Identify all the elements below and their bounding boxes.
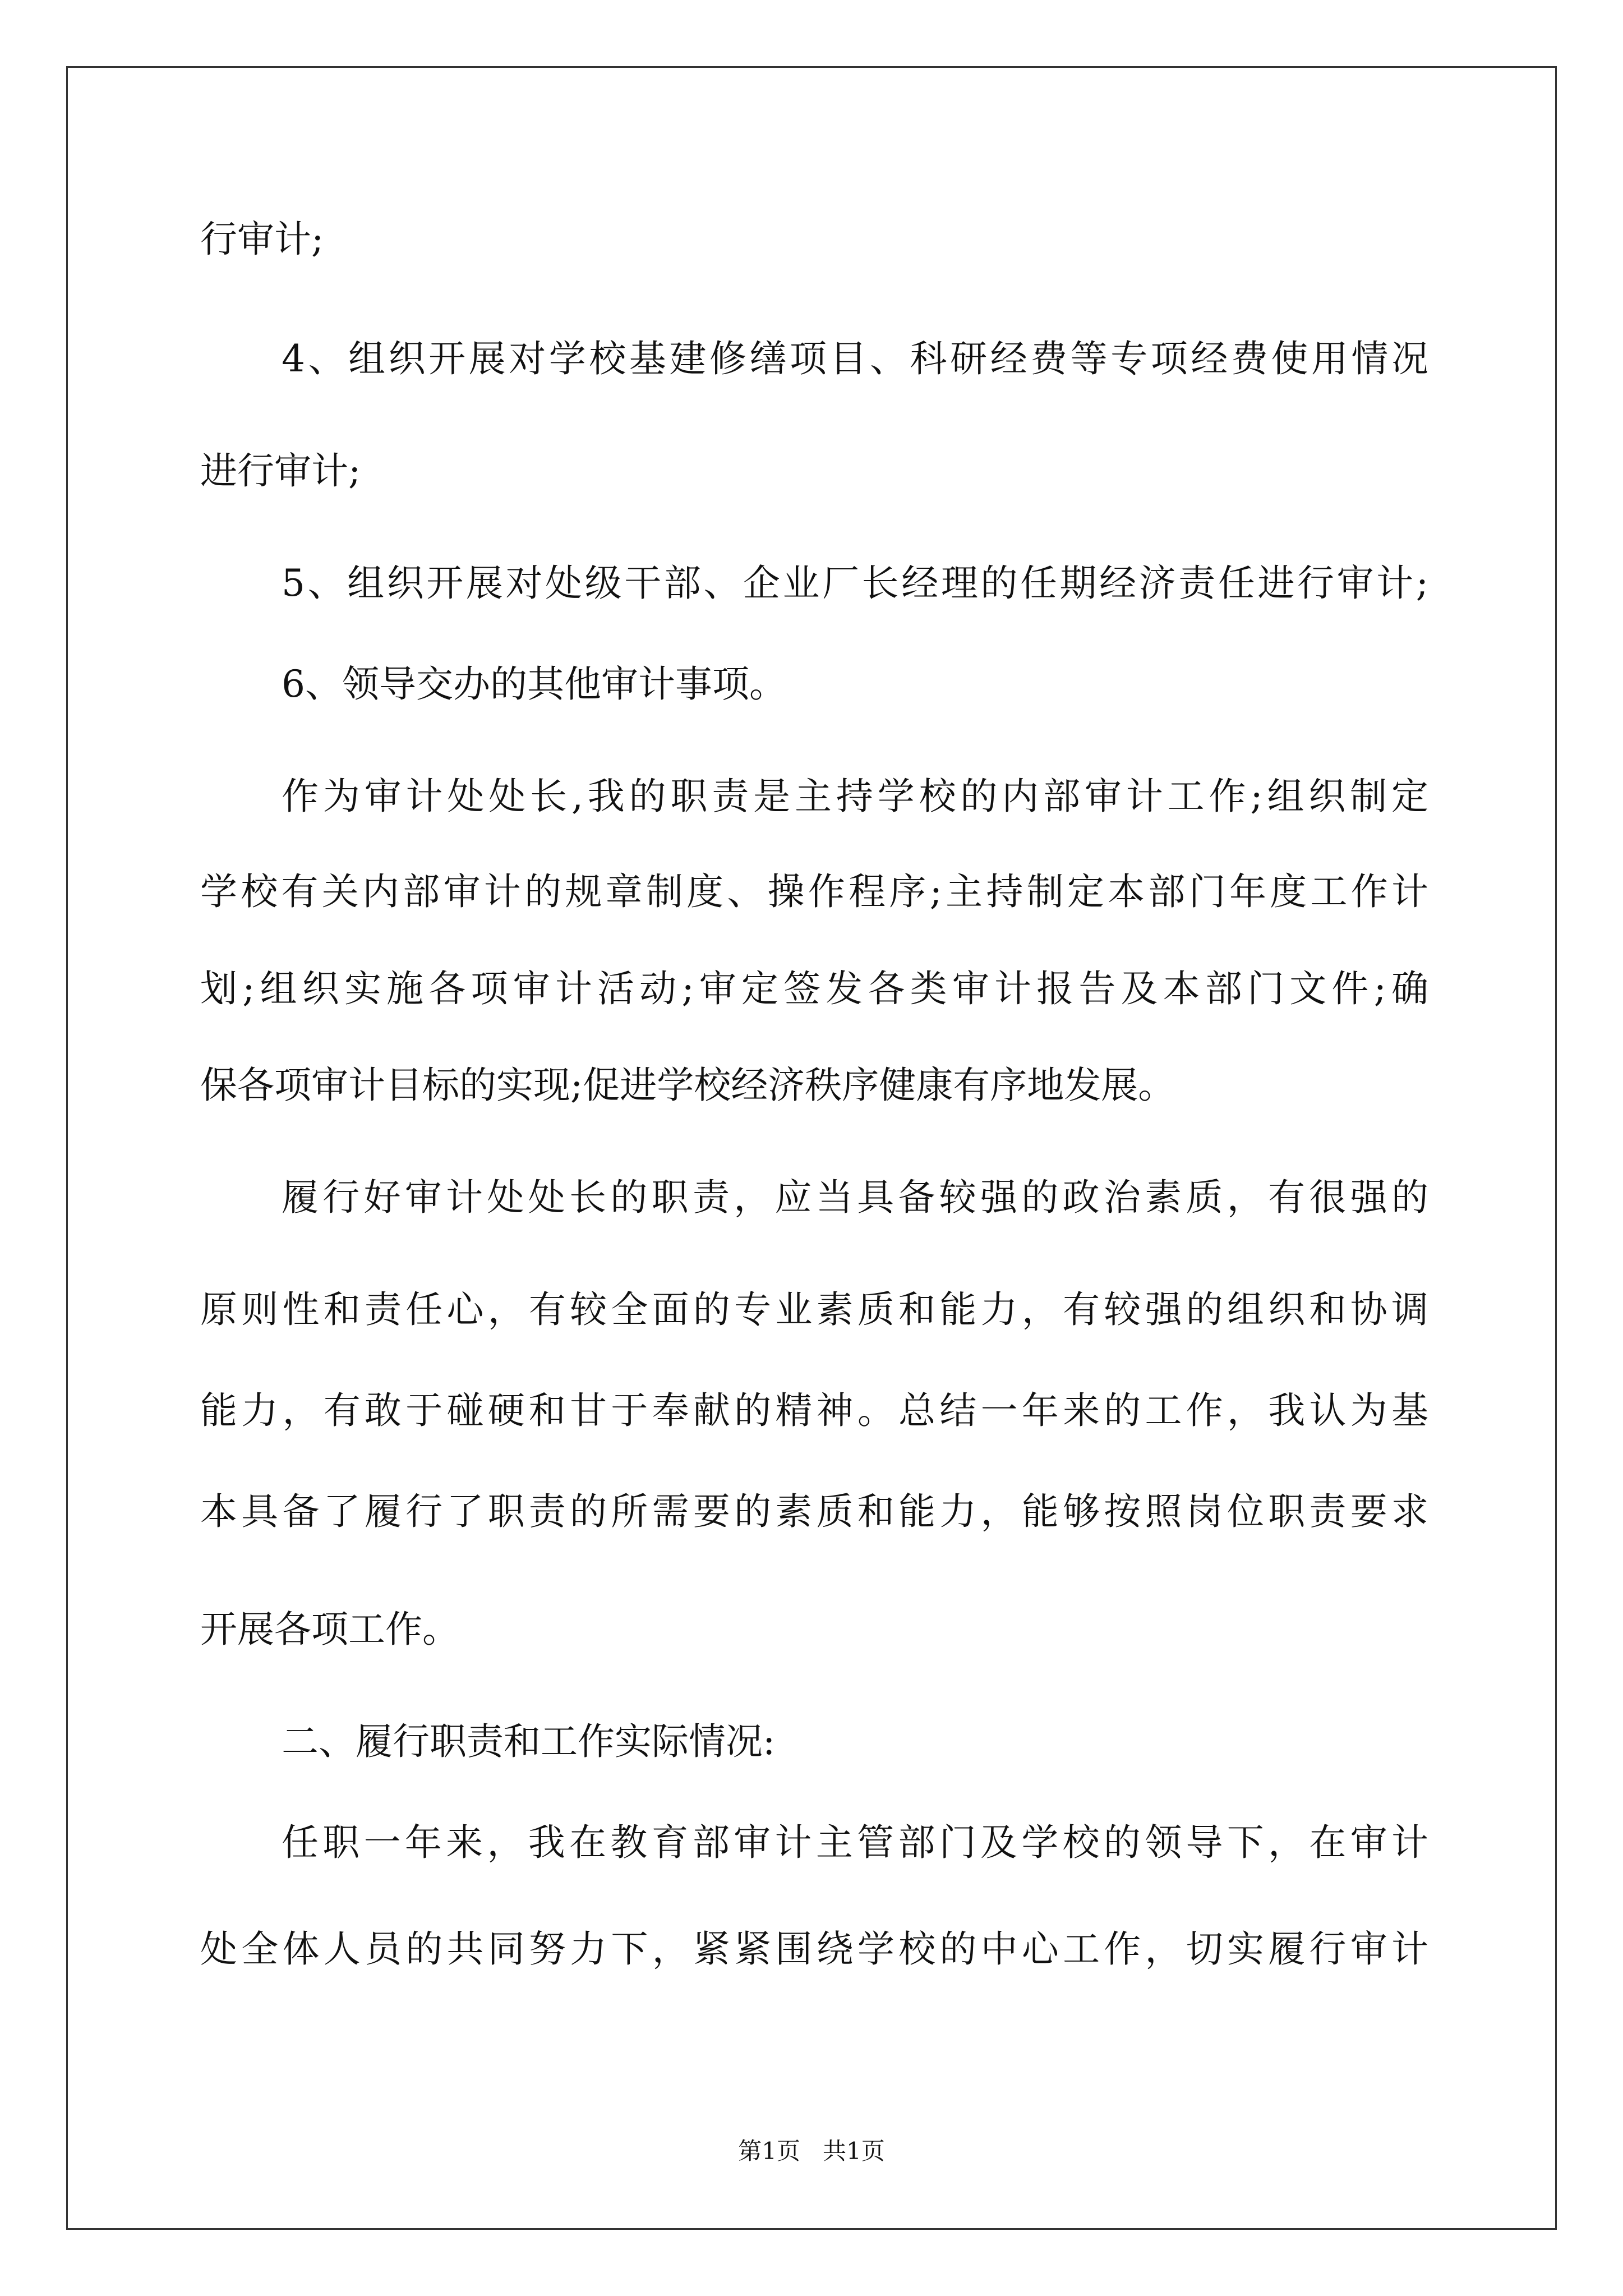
text-line: 任职一年来，我在教育部审计主管部门及学校的领导下，在审计 [282,1821,1428,1864]
text-line: 作为审计处处长,我的职责是主持学校的内部审计工作;组织制定 [282,775,1428,818]
text-line: 学校有关内部审计的规章制度、操作程序;主持制定本部门年度工作计 [200,870,1428,913]
text-line: 6、领导交办的其他审计事项。 [282,662,786,706]
text-line: 二、履行职责和工作实际情况: [282,1720,776,1763]
text-line: 5、组织开展对处级干部、企业厂长经理的任期经济责任进行审计; [282,562,1428,605]
text-line: 本具备了履行了职责的所需要的素质和能力，能够按照岗位职责要求 [200,1490,1428,1533]
text-line: 履行好审计处处长的职责，应当具备较强的政治素质，有很强的 [282,1176,1428,1219]
page-border [66,66,1557,2230]
text-line: 能力，有敢于碰硬和甘于奉献的精神。总结一年来的工作，我认为基 [200,1389,1428,1432]
text-line: 原则性和责任心，有较全面的专业素质和能力，有较强的组织和协调 [200,1288,1428,1331]
page-number-footer: 第1页 共1页 [738,2137,885,2165]
text-line: 进行审计; [200,449,361,493]
text-line: 开展各项工作。 [200,1608,459,1651]
text-line: 4、组织开展对学校基建修缮项目、科研经费等专项经费使用情况 [282,337,1428,380]
text-line: 处全体人员的共同努力下，紧紧围绕学校的中心工作，切实履行审计 [200,1927,1428,1971]
text-line: 划;组织实施各项审计活动;审定签发各类审计报告及本部门文件;确 [200,967,1428,1010]
text-line: 行审计; [200,218,324,261]
text-line: 保各项审计目标的实现;促进学校经济秩序健康有序地发展。 [200,1064,1175,1107]
